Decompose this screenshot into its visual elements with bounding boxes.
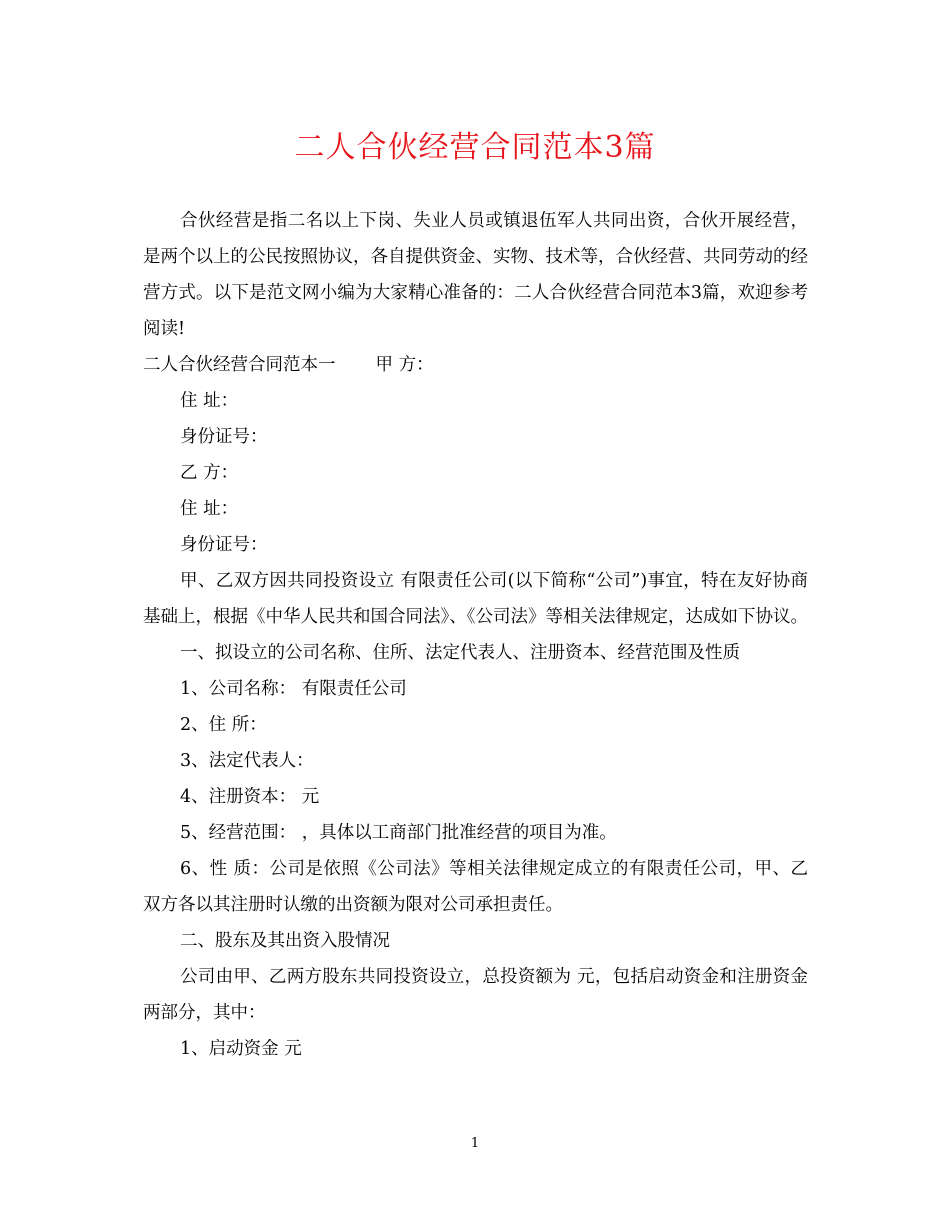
article-1-item-4: 4、注册资本： 元 [180,787,320,807]
section-heading-line [143,347,808,383]
article-1-title: 一、拟设立的公司名称、住所、法定代表人、注册资本、经营范围及性质 [180,643,740,663]
article-2-paragraph: 公司由甲、乙两方股东共同投资设立，总投资额为 元，包括启动资金和注册资金两部分，其中： [143,967,808,1023]
id-b-label: 身份证号： [180,535,268,555]
article-1-item-6: 6、性 质：公司是依照《公司法》等相关法律规定成立的有限责任公司，甲、乙双方各以其注册时认缴的出资额为限对公司承担责任。 [143,859,808,915]
article-2-item-1: 1、启动资金 元 [180,1039,302,1059]
article-2-title: 二、股东及其出资入股情况 [180,931,390,951]
address-a-label: 住 址： [180,391,239,411]
article-1-item-2: 2、住 所： [180,715,267,735]
section-heading: 二人合伙经营合同范本一 [143,355,336,375]
preamble-paragraph: 甲、乙双方因共同投资设立 有限责任公司(以下简称“公司”)事宜，特在友好协商基础上，根据《中华人民共和国合同法》、《公司法》等相关法律规定，达成如下协议。 [143,571,808,627]
document-body [143,203,808,1067]
article-1-item-1: 1、公司名称： 有限责任公司 [180,679,407,699]
id-a-label: 身份证号： [180,427,268,447]
address-b-label: 住 址： [180,499,239,519]
article-1-item-3: 3、法定代表人： [180,751,314,771]
party-b-label: 乙 方： [180,463,239,483]
article-1-item-5: 5、经营范围： ，具体以工商部门批准经营的项目为准。 [180,823,617,843]
party-a-label: 甲 方： [375,355,434,375]
page-number: 1 [470,1136,480,1151]
intro-paragraph: 合伙经营是指二名以上下岗、失业人员或镇退伍军人共同出资，合伙开展经营，是两个以上的公民按照协议，各自提供资金、实物、技术等，合伙经营、共同劳动的经营方式。以下是范文网小编为大家精心准备的：二人合伙经营合同范本3篇，欢迎参考阅读! [143,211,808,339]
document-title: 二人合伙经营合同范本3篇 [294,130,656,165]
